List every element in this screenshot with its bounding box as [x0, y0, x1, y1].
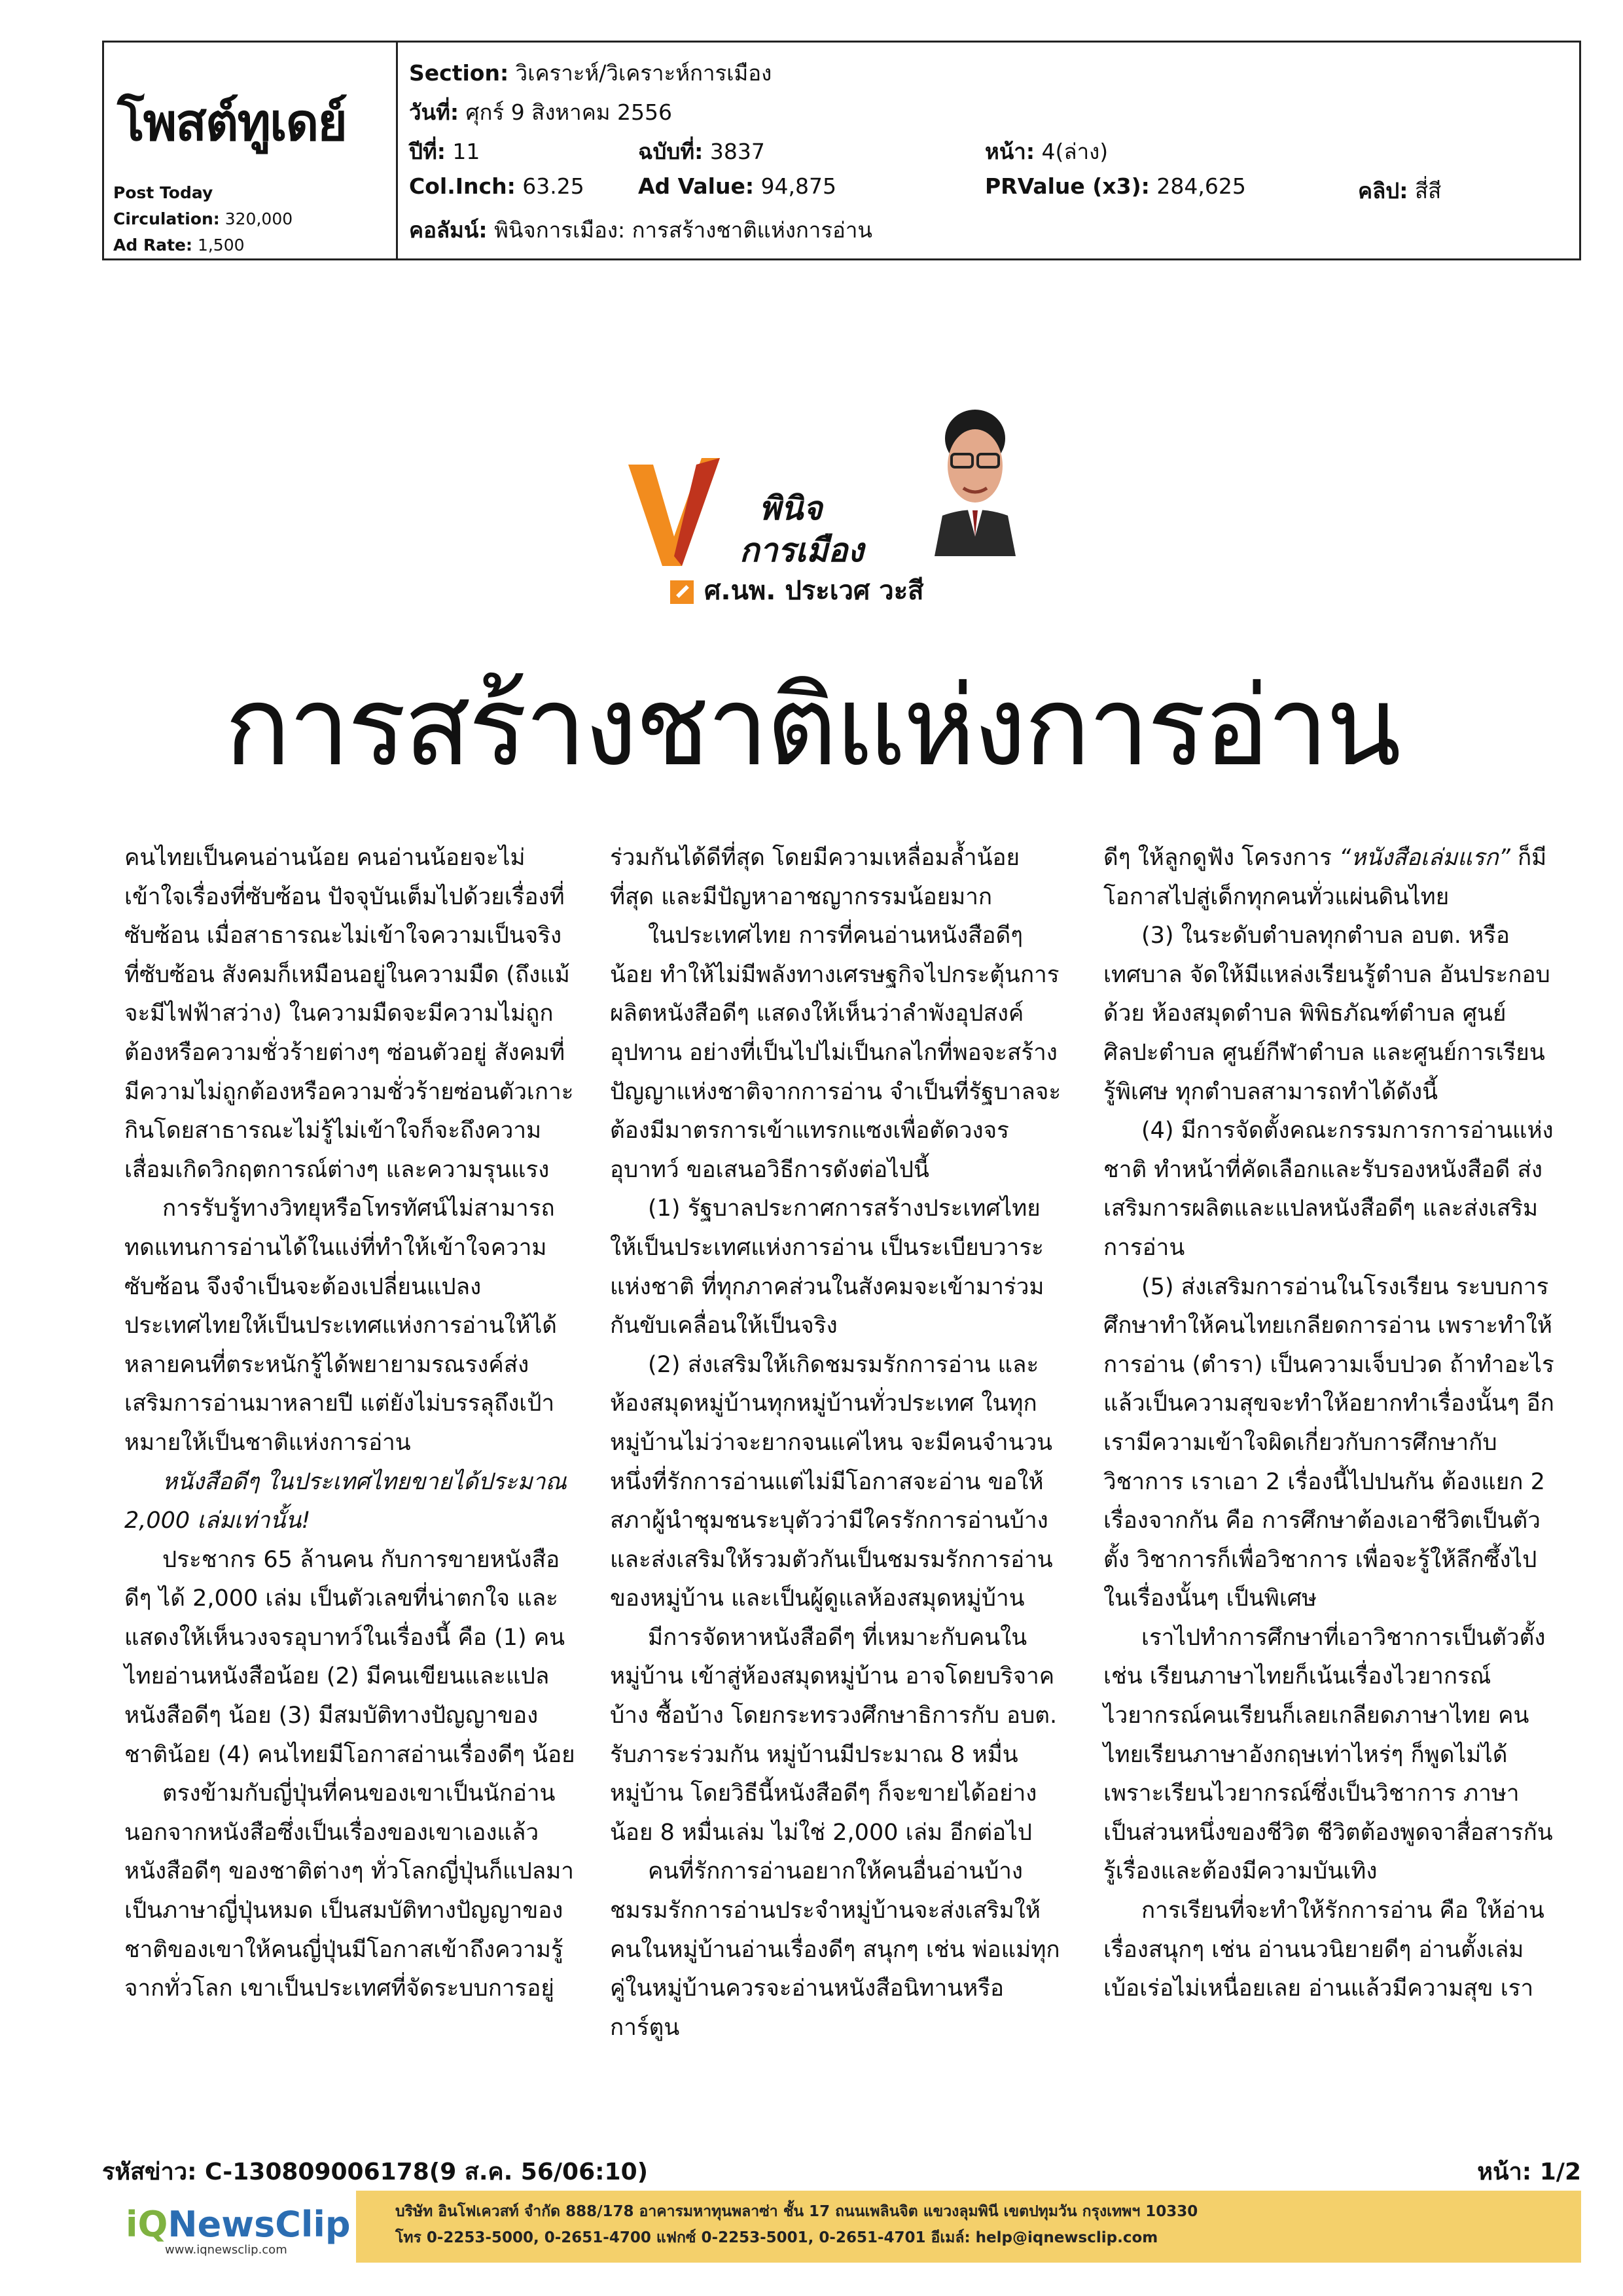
publication-logo: โพสต์ทูเดย์ [117, 94, 347, 152]
pencil-icon [670, 580, 694, 604]
publication-name: Post Today [113, 183, 213, 202]
page-value: 4(ล่าง) [1041, 139, 1109, 164]
ad-rate-label: Ad Rate: [113, 236, 192, 255]
issue-label: ฉบับที่: [638, 139, 704, 164]
paragraph: ตรงข้ามกับญี่ปุ่นที่คนของเขาเป็นนักอ่านนอกจากหนังสือซึ่งเป็นเรื่องของเขาเองแล้ว หนังสือดีๆ ของชาติต่างๆ ทั่วโลกญี่ปุ่นก็แปลมาเป็นภาษาญี่ปุ่นหมด เป็นสมบัติทางปัญญาของชาติของเขาให้คนญี่ปุ่นมีโอกาสเข้าถึงความรู้จากทั่วโลก เขาเป็นประเทศที่จัดระบบการอยู่ [124, 1780, 574, 2002]
paragraph: การเรียนที่จะทำให้รักการอ่าน คือ ให้อ่านเรื่องสนุกๆ เช่น อ่านนวนิยายดีๆ อ่านตั้งเล่มเบ้อเร่อไม่เหนื่อยเลย อ่านแล้วมีความสุข เรา [1103, 1898, 1544, 2002]
article-column-1 [124, 839, 576, 2009]
clipping-header [102, 41, 1581, 260]
circulation-label: Circulation: [113, 209, 220, 228]
author-portrait [929, 406, 1021, 556]
column-logo-line1: พินิจ [759, 489, 823, 527]
year-label: ปีที่: [409, 139, 446, 164]
footer-bar [102, 2191, 1581, 2263]
company-info-band [356, 2191, 1581, 2263]
checkmark-icon [628, 458, 720, 569]
footer-page-label: หน้า: [1477, 2159, 1532, 2185]
clip-label: คลิป: [1358, 178, 1408, 203]
footer-page [1477, 2153, 1581, 2190]
paragraph: ในประเทศไทย การที่คนอ่านหนังสือดีๆ น้อย ทำให้ไม่มีพลังทางเศรษฐกิจไปกระตุ้นการผลิตหนังสือดีๆ แสดงให้เห็นว่าลำพังอุปสงค์อุปทาน อย่างที่เป็นไปไม่เป็นกลไกที่พอจะสร้างปัญญาแห่งชาติจากการอ่าน จำเป็นที่รัฐบาลจะต้องมีมาตรการเข้าแทรกแซงเพื่อตัดวงจรอุบาทว์ ขอเสนอวิธีการดังต่อไปนี้ [610, 923, 1061, 1183]
issue-value: 3837 [709, 139, 765, 164]
advalue-value: 94,875 [760, 173, 837, 199]
paragraph: (5) ส่งเสริมการอ่านในโรงเรียน ระบบการศึกษาทำให้คนไทยเกลียดการอ่าน เพราะทำให้การอ่าน (ตำรา) เป็นความเจ็บปวด ถ้าทำอะไรแล้วเป็นความสุขจะทำให้อยากทำเรื่องนั้นๆ อีก เรามีความเข้าใจผิดเกี่ยวกับการศึกษากับวิชาการ เราเอา 2 เรื่องนี้ไปปนกัน ต้องแยก 2 เรื่องจากกัน คือ การศึกษาต้องเอาชีวิตเป็นตัวตั้ง วิชาการก็เพื่อวิชาการ เพื่อจะรู้ให้ลึกซึ้งไปในเรื่องนั้นๆ เป็นพิเศษ [1103, 1273, 1554, 1612]
paragraph: เราไปทำการศึกษาที่เอาวิชาการเป็นตัวตั้ง เช่น เรียนภาษาไทยก็เน้นเรื่องไวยากรณ์ ไวยากรณ์คนเรียนก็เลยเกลียดภาษาไทย คนไทยเรียนภาษาอังกฤษเท่าไหร่ๆ ก็พูดไม่ได้ เพราะเรียนไวยากรณ์ซึ่งเป็นวิชาการ ภาษาเป็นส่วนหนึ่งของชีวิต ชีวิตต้องพูดจาสื่อสารกันรู้เรื่องและต้องมีความบันเทิง [1103, 1624, 1553, 1885]
prvalue-value: 284,625 [1156, 173, 1246, 199]
news-code-label: รหัสข่าว: [102, 2159, 197, 2185]
publication-meta [113, 180, 293, 258]
date-label: วันที่: [409, 99, 459, 125]
news-code-value: C-130809006178(9 ส.ค. 56/06:10) [205, 2159, 649, 2185]
paragraph: ประชากร 65 ล้านคน กับการขายหนังสือดีๆ ได้ 2,000 เล่ม เป็นตัวเลขที่น่าตกใจ และแสดงให้เห็นวงจรอุบาทว์ในเรื่องนี้ คือ (1) คนไทยอ่านหนังสือน้อย (2) มีคนเขียนและแปลหนังสือดีๆ น้อย (3) มีสมบัติทางปัญญาของชาติน้อย (4) คนไทยมีโอกาสอ่านเรื่องดีๆ น้อย [124, 1546, 575, 1768]
iqnewsclip-wordmark [126, 2204, 351, 2245]
paragraph: (3) ในระดับตำบลทุกตำบล อบต. หรือเทศบาล จัดให้มีแหล่งเรียนรู้ตำบล อันประกอบด้วย ห้องสมุดตำบล พิพิธภัณฑ์ตำบล ศูนย์ศิลปะตำบล ศูนย์กีฬาตำบล และศูนย์การเรียนรู้พิเศษ ทุกตำบลสามารถทำได้ดังนี้ [1103, 923, 1550, 1105]
company-info [395, 2199, 1198, 2251]
author-name: ศ.นพ. ประเวศ วะสี [704, 576, 924, 606]
paragraph-text: ดีๆ ให้ลูกดูฟัง โครงการ [1103, 845, 1340, 871]
author-byline [670, 569, 924, 611]
article-headline: การสร้างชาติแห่งการอ่าน [224, 662, 1399, 790]
brand-rest: NewsClip [168, 2204, 351, 2245]
colinch-label: Col.Inch: [409, 173, 516, 199]
pull-quote: หนังสือดีๆ ในประเทศไทยขายได้ประมาณ 2,000 เล่มเท่านั้น! [124, 1468, 567, 1534]
article-column-2 [610, 839, 1061, 2047]
paragraph: คนที่รักการอ่านอยากให้คนอื่นอ่านบ้าง ชมรมรักการอ่านประจำหมู่บ้านจะส่งเสริมให้คนในหมู่บ้านอ่านเรื่องดีๆ สนุกๆ เช่น พ่อแม่ทุกคู่ในหมู่บ้านควรจะอ่านหนังสือนิทานหรือการ์ตูน [610, 1858, 1060, 2041]
iqnewsclip-logo [126, 2195, 387, 2260]
company-contact: โทร 0-2253-5000, 0-2651-4700 แฟกซ์ 0-2253-5001, 0-2651-4701 อีเมล์: help@iqnewsclip.com [395, 2229, 1158, 2246]
paragraph: ร่วมกันได้ดีที่สุด โดยมีความเหลื่อมล้ำน้อยที่สุด และมีปัญหาอาชญากรรมน้อยมาก [610, 845, 1020, 910]
paragraph: มีการจัดหาหนังสือดีๆ ที่เหมาะกับคนในหมู่บ้าน เข้าสู่ห้องสมุดหมู่บ้าน อาจโดยบริจาคบ้าง ซื้อบ้าง โดยกระทรวงศึกษาธิการกับ อบต. รับภาระร่วมกัน หมู่บ้านมีประมาณ 8 หมื่นหมู่บ้าน โดยวิธีนี้หนังสือดีๆ ก็จะขายได้อย่างน้อย 8 หมื่นเล่ม ไม่ใช่ 2,000 เล่ม อีกต่อไป [610, 1624, 1058, 1846]
column-logo [628, 406, 1021, 615]
ad-rate-value: 1,500 [197, 236, 245, 255]
paragraph-text: ก็มีโอกาสไปสู่เด็กทุกคนทั่วแผ่นดินไทย [1103, 845, 1547, 910]
circulation-value: 320,000 [224, 209, 293, 228]
colinch-value: 63.25 [522, 173, 584, 199]
clip-value: สี่สี [1414, 178, 1442, 203]
paragraph: คนไทยเป็นคนอ่านน้อย คนอ่านน้อยจะไม่เข้าใจเรื่องที่ซับซ้อน ปัจจุบันเต็มไปด้วยเรื่องที่ซับซ้อน เมื่อสาธารณะไม่เข้าใจความเป็นจริงที่ซับซ้อน สังคมก็เหมือนอยู่ในความมืด (ถึงแม้จะมีไฟฟ้าสว่าง) ในความมืดจะมีความไม่ถูกต้องหรือความชั่วร้ายต่างๆ ซ่อนตัวอยู่ สังคมที่มีความไม่ถูกต้องหรือความชั่วร้ายซ่อนตัวเกาะกินโดยสาธารณะไม่รู้ไม่เข้าใจก็จะถึงความเสื่อมเกิดวิกฤตการณ์ต่างๆ และความรุนแรง [124, 845, 574, 1183]
column-logo-line2: การเมือง [740, 531, 864, 569]
prvalue-label: PRValue (x3): [985, 173, 1150, 199]
publication-cell [104, 43, 398, 258]
column-label: คอลัมน์: [409, 217, 488, 243]
brand-iq: iQ [126, 2204, 168, 2245]
paragraph: การรับรู้ทางวิทยุหรือโทรทัศน์ไม่สามารถทดแทนการอ่านได้ในแง่ที่ทำให้เข้าใจความซับซ้อน จึงจำเป็นจะต้องเปลี่ยนแปลงประเทศไทยให้เป็นประเทศแห่งการอ่านให้ได้ หลายคนที่ตระหนักรู้ได้พยายามรณรงค์ส่งเสริมการอ่านมาหลายปี แต่ยังไม่บรรลุถึงเป้าหมายให้เป็นชาติแห่งการอ่าน [124, 1195, 558, 1456]
paragraph: (2) ส่งเสริมให้เกิดชมรมรักการอ่าน และห้องสมุดหมู่บ้านทุกหมู่บ้านทั่วประเทศ ในทุกหมู่บ้านไม่ว่าจะยากจนแค่ไหน จะมีคนจำนวนหนึ่งที่รักการอ่านแต่ไม่มีโอกาสจะอ่าน ขอให้สภาผู้นำชุมชนระบุตัวว่ามีใครรักการอ่านบ้าง และส่งเสริมให้รวมตัวกันเป็นชมรมรักการอ่านของหมู่บ้าน และเป็นผู้ดูแลห้องสมุดหมู่บ้าน [610, 1351, 1053, 1612]
page-label: หน้า: [985, 139, 1035, 164]
article-column-3 [1103, 839, 1555, 2009]
date-value: ศุกร์ 9 สิงหาคม 2556 [465, 99, 673, 125]
news-code-line [102, 2153, 1581, 2190]
footer-page-value: 1/2 [1539, 2159, 1581, 2185]
brand-url: www.iqnewsclip.com [165, 2243, 287, 2257]
paragraph [1103, 839, 1555, 917]
paragraph: (1) รัฐบาลประกาศการสร้างประเทศไทยให้เป็นประเทศแห่งการอ่าน เป็นระเบียบวาระแห่งชาติ ที่ทุกภาคส่วนในสังคมจะเข้ามาร่วมกันขับเคลื่อนให้เป็นจริง [610, 1195, 1044, 1339]
project-name: “หนังสือเล่มแรก” [1339, 845, 1510, 871]
section-value: วิเคราะห์/วิเคราะห์การเมือง [515, 60, 772, 86]
column-value: พินิจการเมือง: การสร้างชาติแห่งการอ่าน [494, 217, 872, 243]
year-value: 11 [452, 139, 480, 164]
company-address: บริษัท อินโฟเควสท์ จำกัด 888/178 อาคารมหาทุนพลาซ่า ชั้น 17 ถนนเพลินจิต แขวงลุมพินี เขตปทุมวัน กรุงเทพฯ 10330 [395, 2203, 1198, 2220]
paragraph: (4) มีการจัดตั้งคณะกรรมการการอ่านแห่งชาติ ทำหน้าที่คัดเลือกและรับรองหนังสือดี ส่งเสริมการผลิตและแปลหนังสือดีๆ และส่งเสริมการอ่าน [1103, 1118, 1554, 1261]
advalue-label: Ad Value: [638, 173, 755, 199]
section-label: Section: [409, 60, 509, 86]
